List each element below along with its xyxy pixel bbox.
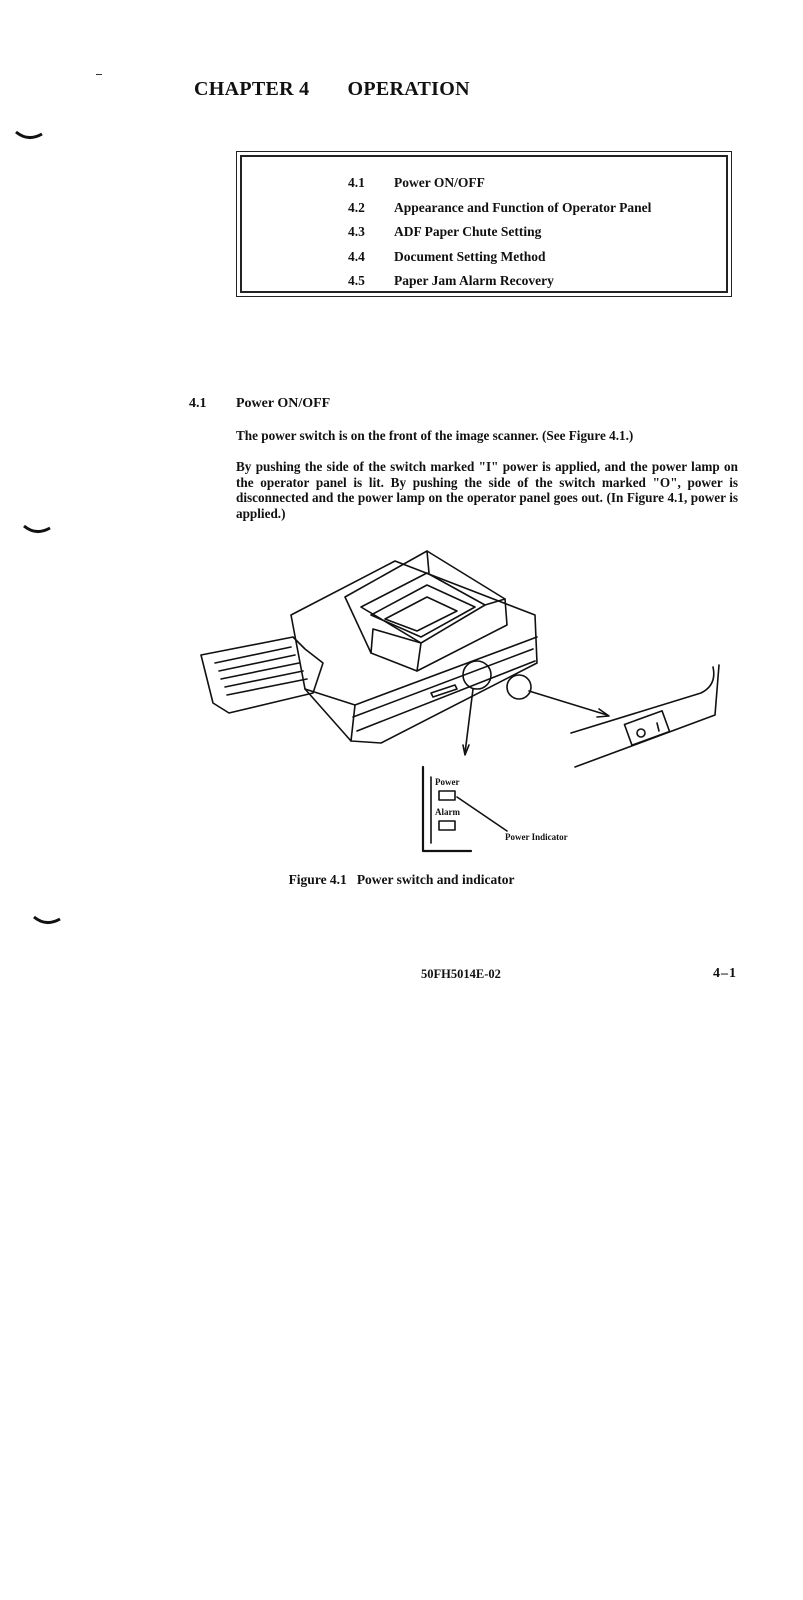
document-id: 50FH5014E-02 bbox=[421, 967, 501, 981]
power-lamp bbox=[439, 791, 455, 800]
power-indicator-callout: Power Indicator bbox=[505, 832, 568, 842]
power-switch bbox=[624, 711, 669, 745]
switch-i-mark bbox=[657, 723, 659, 731]
contents-list bbox=[348, 175, 651, 298]
toc-item: 4.1 Power ON/OFF bbox=[348, 175, 485, 190]
paragraph-switch-location: The power switch is on the front of the image scanner. (See Figure 4.1.) bbox=[236, 428, 634, 443]
toc-item: 4.4 Document Setting Method bbox=[348, 248, 546, 264]
alarm-lamp bbox=[439, 821, 455, 830]
chapter-heading bbox=[194, 78, 470, 101]
chapter-title: OPERATION bbox=[347, 78, 470, 100]
section-number: 4.1 bbox=[189, 396, 207, 411]
scanner-figure bbox=[195, 545, 735, 865]
panel-alarm-label: Alarm bbox=[435, 807, 460, 817]
adf-unit bbox=[345, 551, 507, 671]
chapter-contents-box bbox=[236, 151, 732, 297]
figure-caption-text: Power switch and indicator bbox=[356, 872, 515, 887]
power-switch-callout-circle bbox=[507, 675, 531, 699]
toc-item: 4.3 ADF Paper Chute Setting bbox=[348, 224, 542, 239]
paragraph-switch-operation: By pushing the side of the switch marked "I" power is applied, and the power lamp on the operator panel is lit. By pushing the side of the switch marked "O", power is disconnected and the power lamp on the operator panel goes out. (In Figure 4.1, power is applied.) bbox=[236, 459, 738, 521]
chapter-number: CHAPTER 4 bbox=[194, 78, 310, 100]
binding-mark bbox=[22, 522, 52, 536]
figure-number: Figure 4.1 bbox=[288, 872, 347, 887]
scan-dash bbox=[96, 74, 102, 75]
binding-mark bbox=[14, 128, 44, 142]
binding-mark bbox=[32, 913, 62, 927]
toc-item: 4.2 Appearance and Function of Operator Panel bbox=[348, 199, 652, 215]
panel-power-label: Power bbox=[435, 777, 460, 787]
figure-caption bbox=[0, 872, 803, 888]
toc-item: 4.5 Paper Jam Alarm Recovery bbox=[348, 273, 554, 288]
section-heading bbox=[189, 396, 330, 412]
section-title: Power ON/OFF bbox=[236, 396, 331, 411]
output-tray bbox=[201, 637, 323, 713]
scanner-body bbox=[291, 561, 537, 743]
operator-panel-callout-circle bbox=[463, 661, 491, 689]
switch-o-mark bbox=[637, 729, 645, 737]
page-number: 4–1 bbox=[713, 966, 737, 981]
